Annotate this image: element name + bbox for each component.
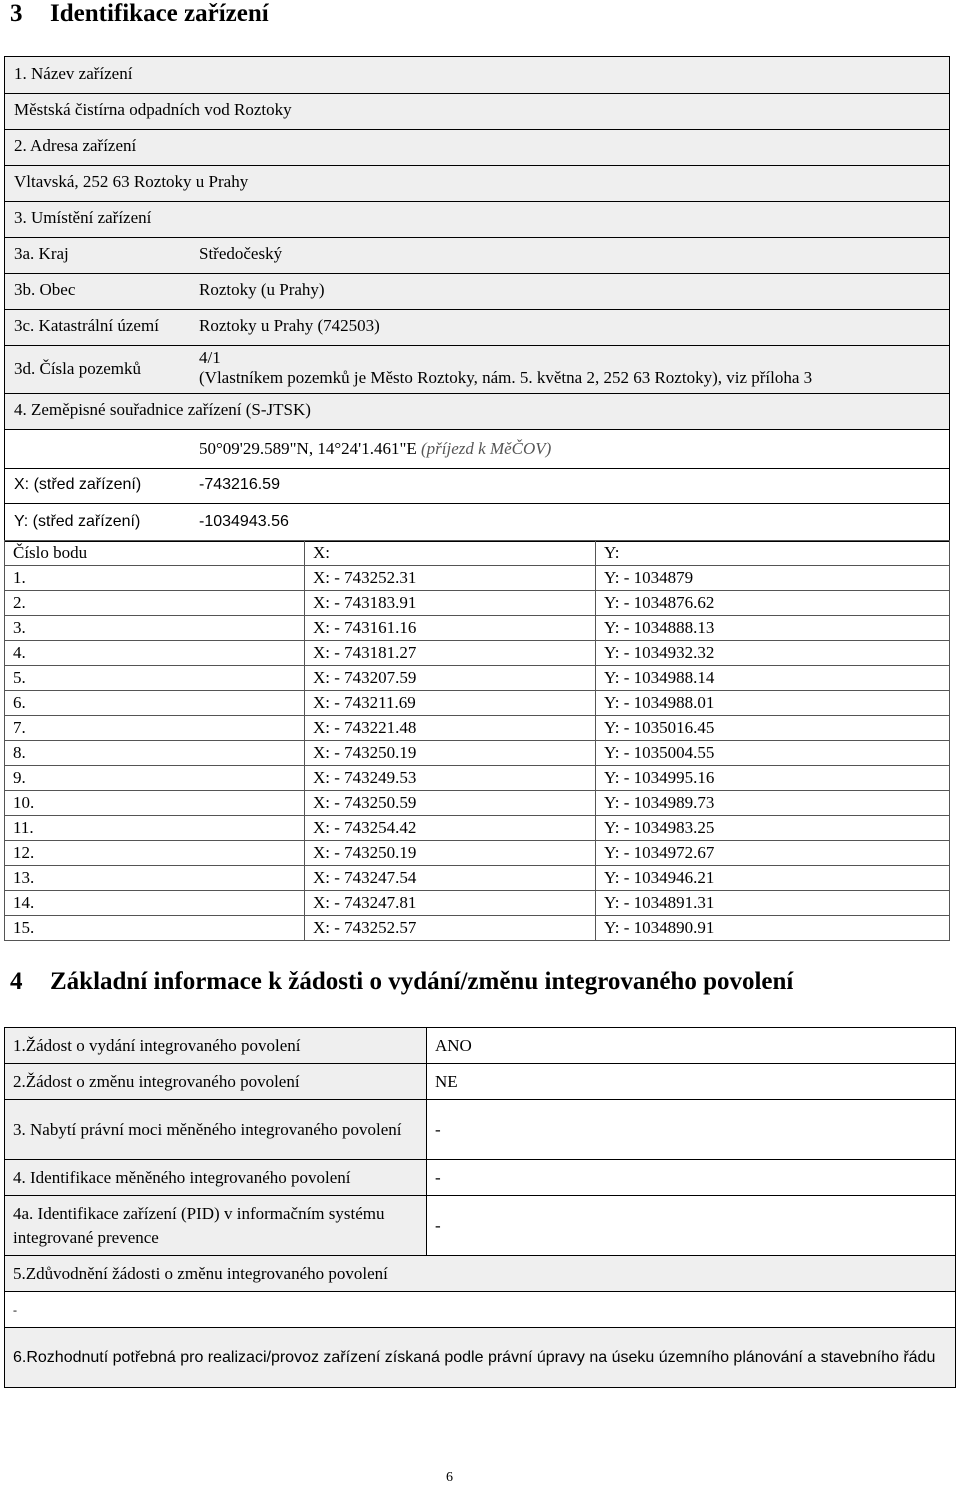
table-row — [5, 1292, 956, 1328]
x-center-row — [5, 469, 949, 504]
header-x: X: — [305, 541, 596, 566]
region-row — [5, 238, 949, 274]
point-number: 11. — [5, 816, 305, 841]
point-x: X: - 743250.59 — [305, 791, 596, 816]
row-label: 3. Nabytí právní moci měněného integrovaného povolení — [5, 1100, 427, 1160]
point-number: 6. — [5, 691, 305, 716]
name-label-row — [5, 57, 949, 94]
table-row — [5, 666, 950, 691]
location-label: 3. Umístění zařízení — [14, 208, 152, 227]
table-row — [5, 566, 950, 591]
point-x: X: - 743161.16 — [305, 616, 596, 641]
point-x: X: - 743249.53 — [305, 766, 596, 791]
name-value-row — [5, 94, 949, 130]
coordinates-label: 4. Zeměpisné souřadnice zařízení (S-JTSK) — [14, 400, 311, 419]
table-row — [5, 1196, 956, 1256]
row-label: 4a. Identifikace zařízení (PID) v informačním systému integrované prevence — [5, 1196, 427, 1256]
table-row — [5, 616, 950, 641]
row-value: ANO — [427, 1028, 956, 1064]
point-x: X: - 743250.19 — [305, 841, 596, 866]
point-y: Y: - 1035016.45 — [596, 716, 950, 741]
point-x: X: - 743221.48 — [305, 716, 596, 741]
point-y: Y: - 1034932.32 — [596, 641, 950, 666]
justification-label: 5.Zdůvodnění žádosti o změnu integrovaného povolení — [5, 1256, 956, 1292]
x-center-label: X: (střed zařízení) — [14, 476, 142, 493]
row-value: - — [427, 1100, 956, 1160]
name-value: Městská čistírna odpadních vod Roztoky — [14, 100, 292, 119]
point-y: Y: - 1034888.13 — [596, 616, 950, 641]
cadastral-label: 3c. Katastrální území — [14, 316, 159, 335]
table-row — [5, 591, 950, 616]
point-x: X: - 743211.69 — [305, 691, 596, 716]
point-x: X: - 743181.27 — [305, 641, 596, 666]
table-row — [5, 1028, 956, 1064]
point-y: Y: - 1034988.14 — [596, 666, 950, 691]
justification-value: - — [5, 1292, 956, 1328]
address-value: Vltavská, 252 63 Roztoky u Prahy — [14, 172, 249, 191]
point-number: 1. — [5, 566, 305, 591]
point-number: 5. — [5, 666, 305, 691]
point-y: Y: - 1034876.62 — [596, 591, 950, 616]
point-y: Y: - 1034879 — [596, 566, 950, 591]
section-number: 3 — [10, 0, 23, 27]
table-row — [5, 791, 950, 816]
coordinates-label-row — [5, 394, 949, 430]
y-center-value: -1034943.56 — [199, 513, 289, 530]
table-row — [5, 866, 950, 891]
page-number: 6 — [446, 1470, 453, 1485]
table-row — [5, 766, 950, 791]
decisions-label — [5, 1328, 956, 1388]
table-row — [5, 916, 950, 941]
table-row — [5, 891, 950, 916]
table-row — [5, 691, 950, 716]
row-value: NE — [427, 1064, 956, 1100]
table-row — [5, 1328, 956, 1388]
cadastral-row — [5, 310, 949, 346]
point-number: 4. — [5, 641, 305, 666]
point-x: X: - 743250.19 — [305, 741, 596, 766]
point-y: Y: - 1034946.21 — [596, 866, 950, 891]
table-row — [5, 816, 950, 841]
address-label: 2. Adresa zařízení — [14, 136, 137, 155]
address-label-row — [5, 130, 949, 166]
point-x: X: - 743247.54 — [305, 866, 596, 891]
parcels-value-number: 4/1 — [199, 348, 221, 367]
row-value: - — [427, 1160, 956, 1196]
point-number: 2. — [5, 591, 305, 616]
decisions-text: 6.Rozhodnutí potřebná pro realizaci/provoz zařízení získaná podle právní úpravy na úseku územního plánování a stavebního řádu — [13, 1349, 936, 1366]
point-y: Y: - 1034988.01 — [596, 691, 950, 716]
parcels-row — [5, 346, 949, 394]
point-y: Y: - 1035004.55 — [596, 741, 950, 766]
point-number: 9. — [5, 766, 305, 791]
x-center-value: -743216.59 — [199, 476, 280, 493]
region-value: Středočeský — [199, 244, 283, 263]
row-label: 4. Identifikace měněného integrovaného povolení — [5, 1160, 427, 1196]
table-row — [5, 841, 950, 866]
table-row — [5, 1160, 956, 1196]
boundary-points-table — [4, 540, 950, 941]
point-x: X: - 743207.59 — [305, 666, 596, 691]
section-3-heading — [10, 0, 269, 28]
point-y: Y: - 1034890.91 — [596, 916, 950, 941]
parcels-label: 3d. Čísla pozemků — [14, 359, 142, 378]
table-header-row — [5, 541, 950, 566]
header-y: Y: — [596, 541, 950, 566]
row-label: 2.Žádost o změnu integrovaného povolení — [5, 1064, 427, 1100]
row-value: - — [427, 1196, 956, 1256]
municipality-value: Roztoky (u Prahy) — [199, 280, 325, 299]
gps-value — [199, 439, 551, 459]
table-row — [5, 741, 950, 766]
point-number: 13. — [5, 866, 305, 891]
point-y: Y: - 1034995.16 — [596, 766, 950, 791]
municipality-row — [5, 274, 949, 310]
y-center-label: Y: (střed zařízení) — [14, 513, 141, 530]
table-row — [5, 1064, 956, 1100]
section-number: 4 — [10, 968, 23, 995]
point-number: 8. — [5, 741, 305, 766]
address-value-row — [5, 166, 949, 202]
name-label: 1. Název zařízení — [14, 64, 133, 83]
point-number: 14. — [5, 891, 305, 916]
point-y: Y: - 1034989.73 — [596, 791, 950, 816]
gps-coordinates: 50°09'29.589"N, 14°24'1.461"E — [199, 439, 417, 458]
municipality-label: 3b. Obec — [14, 280, 76, 299]
location-label-row — [5, 202, 949, 238]
point-y: Y: - 1034891.31 — [596, 891, 950, 916]
y-center-row — [5, 504, 949, 541]
cadastral-value: Roztoky u Prahy (742503) — [199, 316, 380, 335]
section-title: Identifikace zařízení — [50, 0, 269, 27]
table-row — [5, 1100, 956, 1160]
point-number: 10. — [5, 791, 305, 816]
point-number: 7. — [5, 716, 305, 741]
point-number: 3. — [5, 616, 305, 641]
point-x: X: - 743183.91 — [305, 591, 596, 616]
point-y: Y: - 1034972.67 — [596, 841, 950, 866]
header-point-number: Číslo bodu — [5, 541, 305, 566]
point-number: 12. — [5, 841, 305, 866]
facility-identification-box — [4, 56, 950, 542]
parcels-value-owner: (Vlastníkem pozemků je Město Roztoky, nám. 5. května 2, 252 63 Roztoky), viz příloha 3 — [199, 368, 813, 387]
gps-note: (příjezd k MěČOV) — [421, 439, 552, 458]
row-label: 1.Žádost o vydání integrovaného povolení — [5, 1028, 427, 1064]
table-row — [5, 1256, 956, 1292]
point-y: Y: - 1034983.25 — [596, 816, 950, 841]
region-label: 3a. Kraj — [14, 244, 69, 263]
section-title: Základní informace k žádosti o vydání/změnu integrovaného povolení — [50, 968, 794, 995]
section-4-heading — [10, 968, 793, 996]
table-row — [5, 641, 950, 666]
point-number: 15. — [5, 916, 305, 941]
gps-row — [5, 430, 949, 469]
point-x: X: - 743252.31 — [305, 566, 596, 591]
point-x: X: - 743252.57 — [305, 916, 596, 941]
table-row — [5, 716, 950, 741]
point-x: X: - 743247.81 — [305, 891, 596, 916]
point-x: X: - 743254.42 — [305, 816, 596, 841]
application-info-table — [4, 1027, 956, 1388]
